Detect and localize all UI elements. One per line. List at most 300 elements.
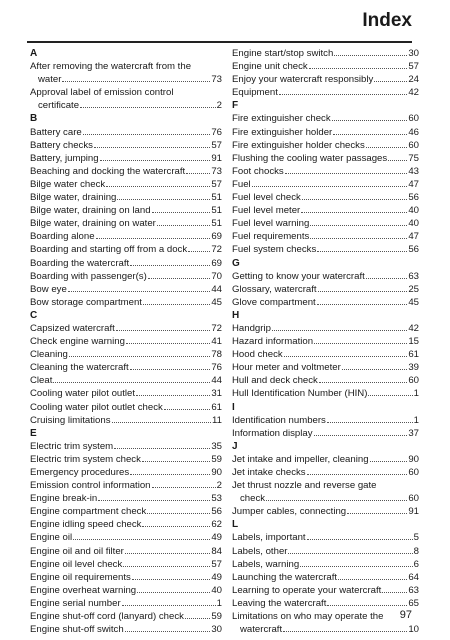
index-entry-page: 84 (211, 545, 222, 557)
index-entry-text: check (240, 493, 266, 505)
page-number: 97 (399, 609, 412, 621)
index-entry-page: 31 (211, 388, 222, 400)
index-entry-page: 1 (413, 414, 419, 426)
index-entry (232, 427, 419, 440)
index-entry (30, 597, 222, 610)
index-entry-page: 1 (413, 388, 419, 400)
dot-leader (327, 422, 413, 423)
dot-leader (186, 173, 210, 174)
index-entry-text: Engine start/stop switch (232, 48, 334, 59)
index-letter-heading: F (232, 100, 239, 112)
index-entry-text: Bow storage compartment (30, 296, 142, 308)
index-entry-text: Check engine warning (30, 336, 125, 348)
index-entry-page: 10 (408, 624, 419, 636)
index-entry (30, 243, 222, 256)
index-entry-page: 60 (408, 467, 419, 478)
index-entry-page: 57 (211, 139, 222, 151)
index-letter-heading: L (232, 519, 239, 531)
index-entry-text: Getting to know your watercraft (232, 270, 365, 282)
index-entry-text: Jet intake and impeller, cleaning (232, 453, 369, 465)
index-entry (30, 139, 222, 152)
index-entry-page: 51 (211, 192, 222, 204)
index-entry-text: Engine compartment check (30, 506, 147, 518)
dot-leader (285, 173, 408, 174)
dot-leader (288, 553, 412, 554)
dot-leader (314, 435, 408, 436)
index-entry-text: Cleaning the watercraft (30, 362, 129, 374)
dot-leader (283, 631, 407, 632)
index-entry-page: 6 (413, 558, 419, 570)
index-entry (232, 139, 419, 152)
index-entry-text: Engine oil and oil filter (30, 545, 124, 557)
index-entry (30, 558, 222, 571)
dot-leader (142, 461, 210, 462)
index-entry-first-line: Limitations on who may operate the (232, 611, 384, 623)
dot-leader (142, 526, 210, 527)
index-entry (30, 414, 222, 427)
index-entry-page: 45 (408, 296, 419, 308)
index-entry-page: 44 (211, 375, 222, 387)
dot-leader (114, 448, 210, 449)
index-entry-first-line: After removing the watercraft from the (30, 61, 192, 73)
index-entry-text: water (38, 74, 62, 86)
dot-leader (318, 291, 408, 292)
dot-leader (152, 212, 211, 213)
index-entry (30, 204, 222, 217)
index-entry (232, 191, 419, 204)
index-entry-text: Beaching and docking the watercraft (30, 165, 186, 177)
index-entry-text: Launching the watercraft (232, 571, 338, 583)
dot-leader (137, 592, 210, 593)
index-entry (232, 230, 419, 243)
dot-leader (143, 304, 210, 305)
dot-leader (69, 356, 210, 357)
index-entry-text: Emission control information (30, 480, 151, 492)
index-entry-page: 56 (211, 506, 222, 518)
index-entry-text: Engine overheat warning (30, 584, 137, 596)
index-entry-page: 60 (408, 375, 419, 387)
index-entry (30, 453, 222, 466)
dot-leader (307, 474, 408, 475)
index-entry-text: Engine shut-off switch (30, 624, 124, 636)
index-entry (30, 152, 222, 165)
index-entry (232, 361, 419, 374)
dot-leader (300, 566, 412, 567)
index-entry-text: Learning to operate your watercraft (232, 584, 382, 596)
index-entry-page: 46 (408, 126, 419, 138)
index-entry-text: Fuel requirements (232, 231, 310, 243)
index-entry-text: Electric trim system (30, 440, 114, 452)
index-entry (232, 571, 419, 584)
index-entry-page: 49 (211, 571, 222, 583)
index-entry-text: Fire extinguisher holder (232, 126, 333, 138)
index-entry-page: 42 (408, 87, 419, 99)
index-entry-page: 8 (413, 545, 419, 557)
index-entry-text: Capsized watercraft (30, 322, 115, 334)
dot-leader (301, 212, 407, 213)
index-entry-page: 39 (408, 362, 419, 374)
dot-leader (80, 107, 216, 108)
index-entry-page: 15 (408, 336, 419, 348)
index-entry (30, 571, 222, 584)
index-entry-page: 65 (408, 597, 419, 609)
index-letter-heading: A (30, 48, 38, 59)
index-entry-page: 37 (408, 427, 419, 439)
index-entry-text: Hour meter and voltmeter (232, 362, 341, 374)
index-entry-page: 61 (211, 401, 222, 413)
index-entry (30, 322, 222, 335)
index-entry (232, 322, 419, 335)
index-entry-text: Handgrip (232, 322, 271, 334)
index-entry-text: Bilge water check (30, 178, 106, 190)
index-entry-text: Fuel level check (232, 192, 301, 204)
index-entry-page: 63 (408, 270, 419, 282)
index-entry-text: Electric trim system check (30, 453, 141, 465)
index-entry-text: Engine unit check (232, 61, 308, 73)
index-entry-page: 69 (211, 231, 222, 243)
dot-leader (272, 330, 407, 331)
index-entry (30, 531, 222, 544)
dot-leader (347, 513, 407, 514)
index-entry (232, 466, 419, 479)
index-entry-text: Engine serial number (30, 597, 121, 609)
index-entry (30, 283, 222, 296)
index-entry (30, 440, 222, 453)
index-entry (30, 60, 222, 86)
index-entry (232, 217, 419, 230)
index-entry-text: Engine oil (30, 532, 73, 544)
index-entry (232, 348, 419, 361)
dot-leader (334, 55, 407, 56)
index-entry (30, 545, 222, 558)
index-entry-page: 40 (408, 205, 419, 217)
dot-leader (125, 631, 211, 632)
index-entry-text: Hood check (232, 349, 283, 361)
index-entry (232, 243, 419, 256)
index-entry-page: 44 (211, 283, 222, 295)
index-entry (30, 230, 222, 243)
dot-leader (309, 68, 408, 69)
dot-leader (366, 147, 408, 148)
index-entry (30, 401, 222, 414)
index-entry-page: 75 (408, 152, 419, 164)
index-entry (232, 505, 419, 518)
index-entry (232, 47, 419, 60)
index-entry-page: 73 (211, 165, 222, 177)
index-entry-text: Leaving the watercraft (232, 597, 327, 609)
index-entry-page: 42 (408, 322, 419, 334)
index-entry-page: 61 (408, 349, 419, 361)
index-entry (232, 178, 419, 191)
index-entry-page: 56 (408, 192, 419, 204)
dot-leader (152, 487, 216, 488)
index-entry-page: 57 (408, 61, 419, 73)
index-entry-page: 59 (211, 611, 222, 623)
dot-leader (53, 382, 210, 383)
dot-leader (185, 618, 210, 619)
index-entry (30, 584, 222, 597)
index-letter-heading: G (232, 257, 240, 269)
index-entry-page: 60 (408, 493, 419, 505)
index-entry (232, 204, 419, 217)
dot-leader (106, 186, 210, 187)
index-entry-page: 53 (211, 493, 222, 505)
index-entry-page: 78 (211, 349, 222, 361)
index-entry-text: Cleaning (30, 349, 68, 361)
index-column-left (30, 47, 222, 636)
index-letter-heading: E (30, 427, 37, 439)
dot-leader (73, 539, 210, 540)
index-entry-text: Bilge water, draining on water (30, 218, 156, 230)
index-entry-page: 40 (408, 218, 419, 230)
index-entry-page: 57 (211, 558, 222, 570)
index-entry-text: Cooling water pilot outlet (30, 388, 136, 400)
index-column-right (232, 47, 419, 636)
index-entry-page: 73 (211, 74, 222, 86)
index-entry (232, 73, 419, 86)
index-entry-page: 91 (211, 152, 222, 164)
index-entry-page: 11 (212, 414, 222, 426)
index-entry-text: Engine break-in (30, 493, 98, 505)
index-entry (30, 518, 222, 531)
index-entry-text: Boarding with passenger(s) (30, 270, 147, 282)
dot-leader (130, 474, 210, 475)
dot-leader (68, 291, 211, 292)
index-entry (232, 545, 419, 558)
dot-leader (319, 382, 407, 383)
index-entry-text: Boarding alone (30, 231, 95, 243)
index-entry-text: Engine idling speed check (30, 519, 142, 531)
index-entry (30, 86, 222, 112)
index-entry-text: Labels, other (232, 545, 288, 557)
index-entry (30, 335, 222, 348)
dot-leader (100, 160, 211, 161)
index-entry-text: watercraft (240, 624, 283, 636)
dot-leader (117, 199, 210, 200)
index-entry-text: Cruising limitations (30, 414, 111, 426)
index-entry-page: 76 (211, 362, 222, 374)
page-title: Index (362, 10, 412, 31)
index-entry (30, 257, 222, 270)
index-letter-heading: J (232, 440, 238, 452)
index-entry-page: 72 (211, 244, 222, 256)
dot-leader (252, 186, 408, 187)
dot-leader (327, 605, 407, 606)
index-entry-page: 63 (408, 584, 419, 596)
index-entry-page: 62 (211, 519, 222, 531)
index-entry-page: 43 (408, 165, 419, 177)
index-entry (232, 112, 419, 125)
index-entry (30, 270, 222, 283)
index-entry (232, 374, 419, 387)
index-entry-page: 51 (211, 218, 222, 230)
index-entry-text: Enjoy your watercraft responsibly (232, 74, 374, 86)
dot-leader (382, 592, 407, 593)
dot-leader (317, 251, 407, 252)
page-header (0, 0, 450, 52)
index-entry (30, 361, 222, 374)
index-entry-text: Glove compartment (232, 296, 316, 308)
index-entry-page: 60 (408, 139, 419, 151)
index-entry-text: Engine oil requirements (30, 571, 131, 583)
header-rule (27, 41, 412, 43)
index-entry-text: Battery care (30, 126, 82, 138)
dot-leader (94, 147, 210, 148)
dot-leader (284, 356, 408, 357)
index-entry-page: 30 (408, 48, 419, 59)
index-entry-page: 24 (408, 74, 419, 86)
index-entry-text: Bilge water, draining on land (30, 205, 151, 217)
dot-leader (188, 251, 210, 252)
dot-leader (126, 343, 210, 344)
index-entry (232, 387, 419, 400)
index-entry-text: Flushing the cooling water passages (232, 152, 388, 164)
index-entry-text: Jet intake checks (232, 467, 306, 478)
index-letter-heading: B (30, 113, 38, 125)
index-entry-page: 41 (211, 336, 222, 348)
index-entry-text: Fuel level warning (232, 218, 310, 230)
index-entry-page: 72 (211, 322, 222, 334)
dot-leader (317, 304, 408, 305)
dot-leader (125, 553, 210, 554)
index-entry (232, 165, 419, 178)
dot-leader (130, 369, 211, 370)
index-entry (30, 610, 222, 623)
index-entry (30, 348, 222, 361)
index-entry (30, 479, 222, 492)
index-entry-page: 47 (408, 231, 419, 243)
index-entry-page: 49 (211, 532, 222, 544)
index-entry (232, 60, 419, 73)
dot-leader (62, 81, 210, 82)
index-entry-text: Emergency procedures (30, 467, 130, 478)
index-entry (232, 531, 419, 544)
index-entry-page: 76 (211, 126, 222, 138)
index-entry-text: Fuel system checks (232, 244, 317, 256)
index-entry-page: 47 (408, 178, 419, 190)
index-entry-page: 1 (216, 597, 222, 609)
index-entry-page: 60 (408, 113, 419, 125)
index-entry (30, 126, 222, 139)
index-entry-page: 69 (211, 257, 222, 269)
dot-leader (130, 265, 210, 266)
dot-leader (112, 422, 212, 423)
index-entry-text: Fuel level meter (232, 205, 301, 217)
index-entry (232, 126, 419, 139)
index-entry (30, 165, 222, 178)
index-letter-heading: C (30, 309, 38, 321)
index-entry-text: Hull Identification Number (HIN) (232, 388, 368, 400)
dot-leader (96, 238, 211, 239)
index-entry (232, 283, 419, 296)
index-entry-text: Labels, warning (232, 558, 300, 570)
index-entry-text: Foot chocks (232, 165, 284, 177)
index-entry (232, 558, 419, 571)
index-entry-page: 90 (408, 453, 419, 465)
index-entry-page: 57 (211, 178, 222, 190)
dot-leader (338, 579, 407, 580)
index-entry-page: 2 (216, 480, 222, 492)
index-entry-text: Glossary, watercraft (232, 283, 317, 295)
index-entry-first-line: Jet thrust nozzle and reverse gate (232, 480, 377, 492)
index-entry (30, 492, 222, 505)
index-entry (30, 296, 222, 309)
index-entry-text: Battery checks (30, 139, 93, 151)
index-entry-text: Cleat (30, 375, 53, 387)
dot-leader (147, 513, 210, 514)
index-entry-page: 64 (408, 571, 419, 583)
index-entry-text: Engine shut-off cord (lanyard) check (30, 611, 184, 623)
index-entry-text: Labels, important (232, 532, 306, 544)
index-entry-text: Hazard information (232, 336, 314, 348)
index-entry-page: 35 (211, 440, 222, 452)
dot-leader (310, 238, 407, 239)
index-entry-text: Boarding and starting off from a dock (30, 244, 188, 256)
dot-leader (98, 500, 210, 501)
index-entry (232, 86, 419, 99)
index-entry (232, 584, 419, 597)
index-entry (30, 217, 222, 230)
dot-leader (368, 395, 412, 396)
index-entry-page: 91 (408, 506, 419, 518)
index-entry-page: 25 (408, 283, 419, 295)
dot-leader (314, 343, 407, 344)
dot-leader (132, 579, 211, 580)
index-entry-text: Boarding the watercraft (30, 257, 130, 269)
index-entry-text: Fire extinguisher check (232, 113, 331, 125)
dot-leader (366, 278, 408, 279)
index-entry-text: Equipment (232, 87, 278, 99)
dot-leader (388, 160, 407, 161)
index-entry (30, 374, 222, 387)
index-entry-page: 30 (211, 624, 222, 636)
index-entry-page: 56 (408, 244, 419, 256)
index-entry-page: 51 (211, 205, 222, 217)
dot-leader (83, 134, 211, 135)
index-entry-text: Bow eye (30, 283, 67, 295)
index-entry (232, 335, 419, 348)
dot-leader (370, 461, 408, 462)
dot-leader (122, 605, 216, 606)
index-entry (232, 453, 419, 466)
index-letter-heading: H (232, 309, 240, 321)
index-entry (30, 387, 222, 400)
dot-leader (310, 225, 407, 226)
index-entry (232, 479, 419, 505)
index-entry-page: 5 (413, 532, 419, 544)
index-entry (232, 270, 419, 283)
index-entry-text: certificate (38, 100, 80, 112)
dot-leader (136, 395, 210, 396)
dot-leader (307, 539, 413, 540)
index-entry-first-line: Approval label of emission control (30, 87, 174, 99)
dot-leader (157, 225, 210, 226)
index-entry (232, 597, 419, 610)
index-entry-text: Cooling water pilot outlet check (30, 401, 163, 413)
index-entry-text: Hull and deck check (232, 375, 318, 387)
index-entry-page: 40 (211, 584, 222, 596)
index-entry-text: Bilge water, draining (30, 192, 117, 204)
dot-leader (342, 369, 408, 370)
dot-leader (333, 134, 407, 135)
index-entry (30, 505, 222, 518)
dot-leader (116, 330, 211, 331)
dot-leader (332, 120, 408, 121)
dot-leader (279, 94, 407, 95)
index-entry (232, 414, 419, 427)
index-entry-text: Fire extinguisher holder checks (232, 139, 365, 151)
index-entry-text: Jumper cables, connecting (232, 506, 347, 518)
